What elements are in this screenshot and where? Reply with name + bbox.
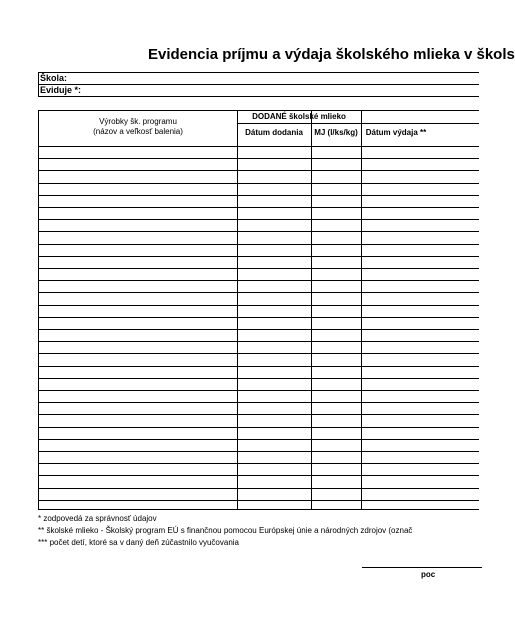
table-row-line xyxy=(39,183,479,184)
table-row-line xyxy=(39,488,479,489)
signature-line xyxy=(362,567,482,568)
header-bottom-line xyxy=(39,146,479,147)
table-row-line xyxy=(39,158,479,159)
footnote-3: *** počet detí, ktoré sa v daný deň zúčastnilo vyučovania xyxy=(38,538,240,547)
records-field-row xyxy=(39,85,479,97)
table-row-line xyxy=(39,195,479,196)
product-header-line1: Výrobky šk. programu xyxy=(99,117,177,126)
table-row-line xyxy=(39,292,479,293)
product-header-line2: (názov a veľkosť balenia) xyxy=(93,127,183,136)
footnote-1: * zodpovedá za správnosť údajov xyxy=(38,514,157,523)
product-header xyxy=(39,117,237,137)
group-header-divider xyxy=(237,123,479,124)
table-row-line xyxy=(39,500,479,501)
school-field-row xyxy=(39,73,479,85)
table-row-line xyxy=(39,341,479,342)
footnotes xyxy=(38,513,412,549)
table-row-line xyxy=(39,366,479,367)
table-row-line xyxy=(39,256,479,257)
records-table xyxy=(38,110,479,510)
table-row-line xyxy=(39,207,479,208)
table-row-line xyxy=(39,378,479,379)
footnote-2: ** školské mlieko - Školský program EÚ s finančnou pomocou Európskej únie a národných zdrojov (označ xyxy=(38,526,413,535)
school-info-box xyxy=(38,72,479,97)
table-row-line xyxy=(39,268,479,269)
table-row-line xyxy=(39,244,479,245)
school-label: Škola: xyxy=(40,73,68,83)
table-row-line xyxy=(39,231,479,232)
table-row-line xyxy=(39,439,479,440)
table-row-line xyxy=(39,317,479,318)
table-row-line xyxy=(39,390,479,391)
table-row-line xyxy=(39,463,479,464)
table-row-line xyxy=(39,170,479,171)
table-row-line xyxy=(39,475,479,476)
delivered-group-header: DODANÉ školské mlieko xyxy=(252,112,346,121)
table-row-line xyxy=(39,414,479,415)
table-row-line xyxy=(39,402,479,403)
table-row-line xyxy=(39,305,479,306)
document-title: Evidencia príjmu a výdaja školského mlieka v škols xyxy=(148,46,515,63)
table-row-line xyxy=(39,451,479,452)
unit-header: MJ (l/ks/kg) xyxy=(314,128,358,137)
table-row-line xyxy=(39,280,479,281)
delivery-date-header: Dátum dodania xyxy=(245,128,303,137)
issue-date-header: Dátum výdaja ** xyxy=(365,128,427,137)
table-row-line xyxy=(39,427,479,428)
signature-label: poc xyxy=(421,570,436,579)
table-row-line xyxy=(39,329,479,330)
records-label: Eviduje *: xyxy=(40,85,82,95)
table-row-line xyxy=(39,353,479,354)
table-row-line xyxy=(39,219,479,220)
